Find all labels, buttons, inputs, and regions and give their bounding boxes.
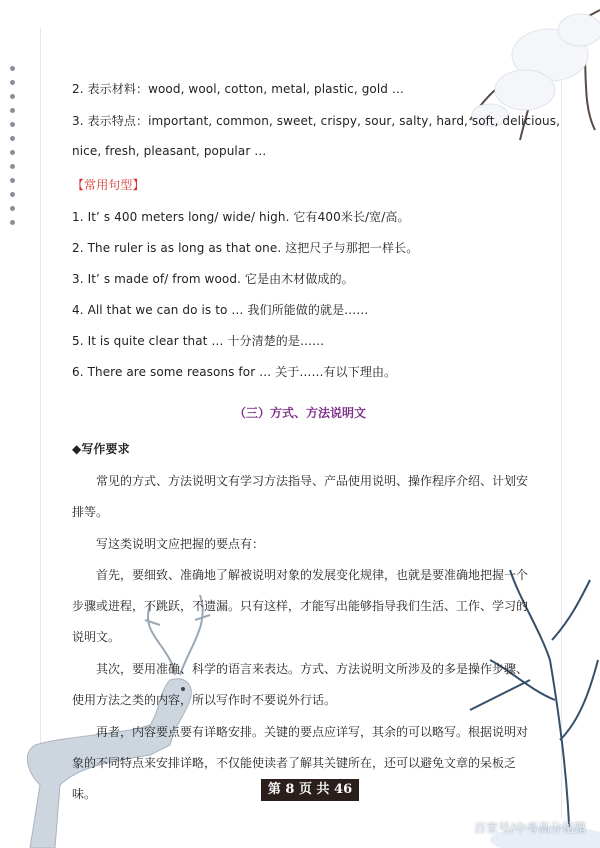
materials-line: 2. 表示材料：wood, wool, cotton, metal, plastic, gold …: [72, 82, 405, 96]
features-line-cont: nice, fresh, pleasant, popular …: [72, 144, 267, 158]
binding-dots: [10, 66, 20, 234]
sentence-item: 4. All that we can do is to … 我们所能做的就是……: [72, 303, 369, 317]
watermark: 百家号/中考高分秘籍: [473, 821, 586, 835]
snowy-branch-decoration: [430, 0, 600, 170]
paragraph: 写这类说明文应把握的要点有：: [96, 537, 265, 551]
paragraph: 其次，要用准确、科学的语言来表达。方式、方法说明文所涉及的多是操作步骤、使用方法之类的内容，所以写作时不要说外行话。: [72, 662, 529, 707]
paragraph: 首先，要细致、准确地了解被说明对象的发展变化规律，也就是要准确地把握一个步骤或进程，不跳跃，不遗漏。只有这样，才能写出能够指导我们生活、工作、学习的说明文。: [72, 568, 529, 644]
features-line: 3. 表示特点：important, common, sweet, crispy, sour, salty, hard, soft, delicious,: [72, 114, 561, 128]
sentence-item: 2. The ruler is as long as that one. 这把尺子与那把一样长。: [72, 241, 419, 255]
sentence-item: 5. It is quite clear that … 十分清楚的是……: [72, 334, 325, 348]
paragraph: 再者，内容要点要有详略安排。关键的要点应详写，其余的可以略写。根据说明对象的不同特点来安排详略，不仅能使读者了解其关键所在，还可以避免文章的呆板乏味。: [72, 725, 529, 801]
section-subtitle: （三）方式、方法说明文: [233, 406, 366, 420]
writing-requirements-heading: ◆写作要求: [72, 442, 130, 456]
paragraph: 常见的方式、方法说明文有学习方法指导、产品使用说明、操作程序介绍、计划安排等。: [72, 474, 529, 519]
sentence-item: 3. It’ s made of/ from wood. 它是由木材做成的。: [72, 272, 354, 286]
sentence-item: 1. It’ s 400 meters long/ wide/ high. 它有400米长/宽/高。: [72, 210, 410, 224]
page-number-badge: 第 8 页 共 46 页: [261, 779, 359, 801]
sentence-item: 6. There are some reasons for … 关于……有以下理由。: [72, 365, 397, 379]
sentence-patterns-heading: 【常用句型】: [72, 178, 145, 192]
